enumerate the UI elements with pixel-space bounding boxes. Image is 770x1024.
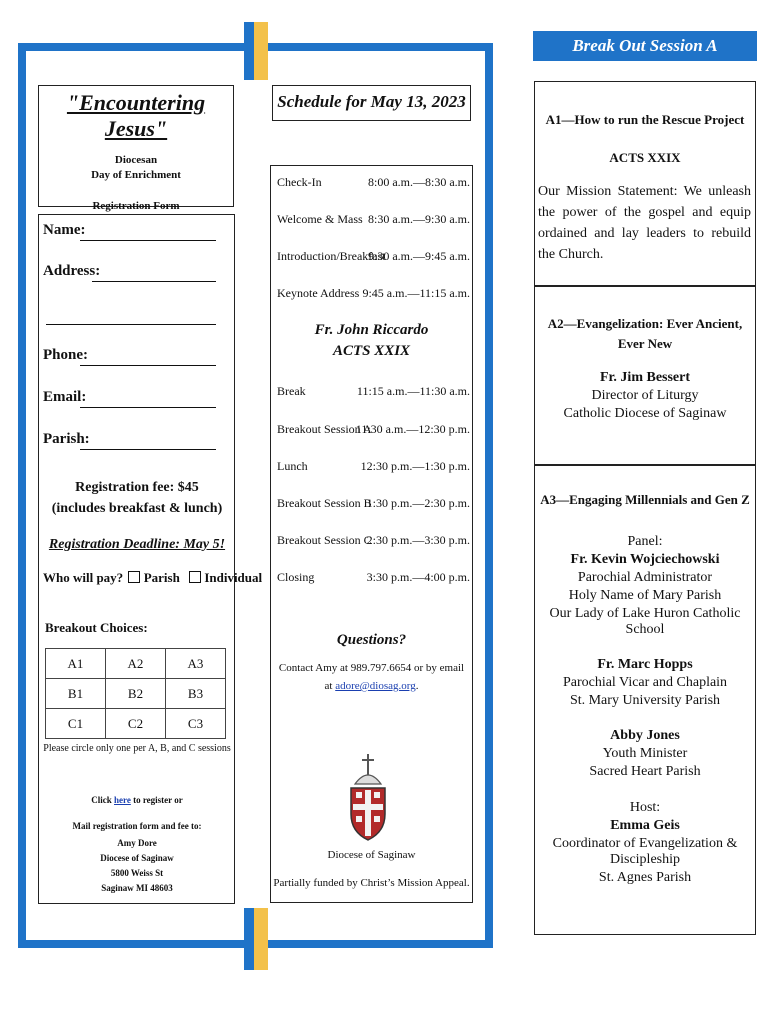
breakout-choices-table — [45, 648, 226, 739]
address-line-2-field[interactable] — [46, 306, 216, 325]
schedule-label: Closing — [277, 570, 315, 584]
a1-title: A1—How to run the Rescue Project — [545, 112, 745, 127]
a1-mission-statement: Our Mission Statement: We unleash the power of the gospel and equip ordained and lay leaders to rebuild the Church. — [538, 184, 751, 262]
event-title: "Encountering Jesus" — [66, 90, 206, 141]
schedule-title-box — [272, 85, 471, 121]
schedule-time: 11:30 a.m.—12:30 p.m. — [355, 422, 470, 436]
panelist-1-name: Fr. Kevin Wojciechowski — [570, 552, 720, 567]
schedule-time: 8:30 a.m.—9:30 a.m. — [368, 212, 470, 226]
choice-b1[interactable]: B1 — [46, 679, 106, 709]
host-role: Coordinator of Evangelization & Discipleship — [552, 836, 738, 867]
choice-c3[interactable]: C3 — [166, 709, 226, 739]
panel-label: Panel: — [627, 534, 663, 549]
click-post: to register or — [130, 795, 183, 805]
choice-a1[interactable]: A1 — [46, 649, 106, 679]
keynote-speaker-name: Fr. John Riccardo — [314, 322, 429, 338]
schedule-time: 1:30 p.m.—2:30 p.m. — [366, 496, 470, 510]
choice-a2[interactable]: A2 — [106, 649, 166, 679]
session-a1-box — [534, 81, 756, 286]
session-a-banner: Break Out Session A — [533, 31, 757, 61]
who-pays-label: Who will pay? — [43, 570, 124, 585]
table-row — [46, 649, 226, 679]
breakout-choices-label: Breakout Choices: — [45, 620, 148, 635]
schedule-label: Check-In — [277, 175, 322, 189]
schedule-time: 9:30 a.m.—9:45 a.m. — [368, 249, 470, 263]
click-register-line — [40, 795, 234, 805]
address-field[interactable] — [92, 263, 216, 282]
address-label: Address: — [43, 263, 101, 279]
diocese-name: Diocese of Saginaw — [327, 849, 416, 861]
schedule-label: Lunch — [277, 459, 308, 473]
funding-note: Partially funded by Christ’s Mission Appeal. — [273, 877, 470, 889]
schedule-time: 9:45 a.m.—11:15 a.m. — [362, 286, 470, 300]
a2-presenter-name: Fr. Jim Bessert — [599, 370, 691, 385]
parish-label: Parish: — [43, 431, 90, 447]
top-accent-blue — [244, 22, 254, 80]
schedule-time: 2:30 p.m.—3:30 p.m. — [366, 533, 470, 547]
host-label: Host: — [629, 800, 661, 815]
mail-address-line: Amy Dore — [117, 838, 157, 848]
schedule-title: Schedule for May 13, 2023 — [277, 92, 466, 111]
individual-option-label: Individual — [204, 570, 263, 585]
mail-address-line: 5800 Weiss St — [110, 868, 164, 878]
parish-option-label: Parish — [143, 570, 180, 585]
bottom-accent-gold — [254, 908, 268, 970]
individual-checkbox[interactable] — [189, 571, 201, 583]
title-box — [38, 85, 234, 212]
mail-address-line: Saginaw MI 48603 — [101, 883, 173, 893]
contact-email-link[interactable]: adore@diosag.org — [335, 680, 416, 692]
panelist-3-org: Sacred Heart Parish — [589, 764, 701, 779]
panelist-2-name: Fr. Marc Hopps — [597, 657, 693, 672]
schedule-time: 8:00 a.m.—8:30 a.m. — [368, 175, 470, 189]
a2-title-line-2: Ever New — [617, 336, 673, 351]
name-label: Name: — [43, 222, 86, 238]
name-field[interactable] — [80, 222, 216, 241]
a2-presenter-role: Director of Liturgy — [591, 388, 699, 403]
panelist-3-role: Youth Minister — [602, 746, 688, 761]
diocese-seal-icon — [345, 752, 391, 844]
host-org: St. Agnes Parish — [598, 870, 692, 885]
registration-form-label: Registration Form — [92, 200, 180, 212]
choice-b2[interactable]: B2 — [106, 679, 166, 709]
choice-a3[interactable]: A3 — [166, 649, 226, 679]
a2-presenter-org: Catholic Diocese of Saginaw — [563, 406, 727, 421]
phone-label: Phone: — [43, 347, 88, 363]
parish-field[interactable] — [80, 431, 216, 450]
mail-address-line: Diocese of Saginaw — [100, 853, 174, 863]
panelist-1-org-1: Holy Name of Mary Parish — [568, 588, 722, 603]
schedule-label: Breakout Session B — [277, 496, 372, 510]
schedule-time: 12:30 p.m.—1:30 p.m. — [360, 459, 470, 473]
a2-title-line-1: A2—Evangelization: Ever Ancient, — [547, 316, 743, 331]
email-label: Email: — [43, 389, 87, 405]
schedule-time: 11:15 a.m.—11:30 a.m. — [356, 384, 470, 398]
bottom-accent-blue — [244, 908, 254, 970]
choice-b3[interactable]: B3 — [166, 679, 226, 709]
schedule-label: Breakout Session C — [277, 533, 372, 547]
schedule-label: Introduction/Breakfast — [277, 249, 386, 263]
diocesan-label: Diocesan — [114, 154, 158, 166]
schedule-label: Breakout Session A — [277, 422, 372, 436]
panelist-2-org: St. Mary University Parish — [569, 693, 721, 708]
session-a2-box — [534, 286, 756, 465]
click-pre: Click — [91, 795, 115, 805]
a1-org: ACTS XXIX — [609, 150, 681, 165]
register-link[interactable]: here — [114, 795, 131, 805]
table-row — [46, 679, 226, 709]
circle-note: Please circle only one per A, B, and C sessions — [43, 743, 231, 754]
phone-field[interactable] — [80, 347, 216, 366]
choice-c1[interactable]: C1 — [46, 709, 106, 739]
contact-line-2 — [272, 680, 471, 692]
session-a3-box — [534, 465, 756, 935]
schedule-label: Keynote Address — [277, 286, 360, 300]
fee-line-2: (includes breakfast & lunch) — [51, 501, 223, 516]
panelist-1-org-2: Our Lady of Lake Huron Catholic School — [549, 606, 741, 637]
panelist-2-role: Parochial Vicar and Chaplain — [562, 675, 728, 690]
table-row — [46, 709, 226, 739]
parish-checkbox[interactable] — [128, 571, 140, 583]
who-pays-row — [43, 570, 262, 586]
keynote-speaker-org: ACTS XXIX — [332, 343, 411, 359]
contact-line-1: Contact Amy at 989.797.6654 or by email — [278, 662, 465, 674]
registration-deadline: Registration Deadline: May 5! — [48, 537, 226, 552]
a3-title: A3—Engaging Millennials and Gen Z — [540, 492, 750, 507]
questions-heading: Questions? — [336, 632, 407, 648]
schedule-time: 3:30 p.m.—4:00 p.m. — [366, 570, 470, 584]
panelist-3-name: Abby Jones — [610, 728, 680, 743]
top-accent-gold — [254, 22, 268, 80]
fee-line-1: Registration fee: $45 — [75, 480, 199, 495]
choice-c2[interactable]: C2 — [106, 709, 166, 739]
day-label: Day of Enrichment — [91, 169, 181, 181]
schedule-label: Break — [277, 384, 306, 398]
schedule-label: Welcome & Mass — [277, 212, 363, 226]
contact-prefix: at — [324, 680, 336, 692]
panelist-1-role: Parochial Administrator — [577, 570, 713, 585]
contact-suffix: . — [415, 680, 419, 692]
mail-instruction: Mail registration form and fee to: — [72, 821, 202, 831]
mail-address — [40, 836, 234, 896]
host-name: Emma Geis — [610, 818, 680, 833]
email-field[interactable] — [80, 389, 216, 408]
